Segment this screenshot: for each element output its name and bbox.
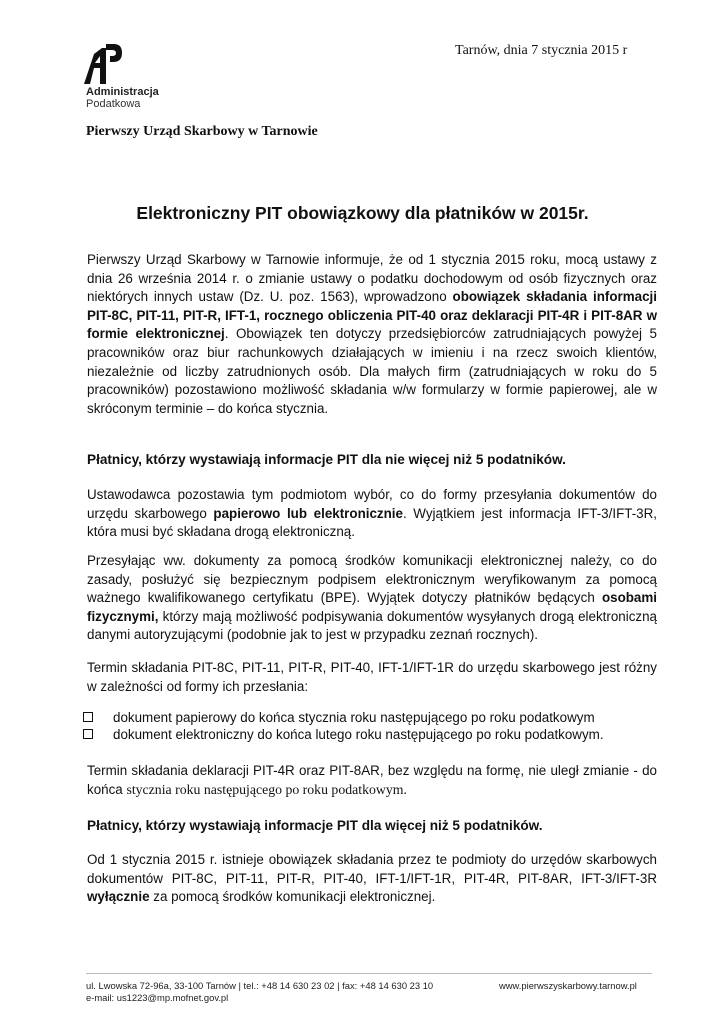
paragraph-deadline: Termin składania PIT-8C, PIT-11, PIT-R, PIT-40, IFT-1/IFT-1R do urzędu skarbowego jest różny w zależności od formy ich przesłania: (87, 660, 657, 694)
logo-text-administracja: Administracja (86, 86, 159, 98)
paragraph-signature: Przesyłając ww. dokumenty za pomocą środków komunikacji elektronicznej należy, co do zasady, posłużyć się bezpiecznym podpisem elektronicznym weryfikowanym za pomocą ważnego kwalifikowanego certyfikatu (BPE). Wyjątek dotyczy płatników będących osobami fizycznymi, którzy mają możliwość podpisywania dokumentów wysyłanych drogą elektroniczną danymi autoryzującymi (podobnie jak to jest w przypadku zeznań rocznych). (87, 553, 657, 643)
document-date: Tarnów, dnia 7 stycznia 2015 r (455, 43, 628, 58)
paragraph-intro: Pierwszy Urząd Skarbowy w Tarnowie informuje, że od 1 stycznia 2015 roku, mocą ustawy z dnia 26 września 2014 r. o zmianie ustawy o podatku dochodowym od osób fizycznych oraz niektórych innych ustaw (Dz. U. poz. 1563), wprowadzono obowiązek składania informacji PIT-8C, PIT-11, PIT-R, IFT-1, rocznego obliczenia PIT-40 oraz deklaracji PIT-4R i PIT-8AR w formie elektronicznej. Obowiązek ten dotyczy przedsiębiorców zatrudniających powyżej 5 pracowników oraz biur rachunkowych działających w imieniu i na rzecz swoich klientów, niezależnie od liczby zatrudnionych osób. Dla małych firm (zatrudniających w roku do 5 pracowników) pozostawiono możliwość składania w/w formularzy w formie papierowej, ale w skróconym terminie – do końca stycznia. (87, 252, 657, 416)
document-title: Elektroniczny PIT obowiązkowy dla płatników w 2015r. (136, 203, 589, 223)
office-name: Pierwszy Urząd Skarbowy w Tarnowie (86, 124, 318, 139)
footer-website-link[interactable]: www.pierwszyskarbowy.tarnow.pl (499, 980, 637, 991)
footer-address: ul. Lwowska 72-96a, 33-100 Tarnów | tel.: +48 14 630 23 02 | fax: +48 14 630 23 10 (86, 980, 434, 991)
section-heading-large-payers: Płatnicy, którzy wystawiają informacje PIT dla więcej niż 5 podatników. (87, 818, 543, 833)
checkbox-square-icon (83, 729, 93, 739)
section-heading-small-payers: Płatnicy, którzy wystawiają informacje PIT dla nie więcej niż 5 podatników. (87, 452, 566, 467)
bold-paper-or-electronic: papierowo lub elektronicznie (213, 505, 403, 521)
bold-natural-persons: osobami fizycznymi, (87, 590, 657, 624)
checkbox-square-icon (83, 712, 93, 722)
footer-email-link[interactable]: e-mail: us1223@mp.mofnet.gov.pl (86, 992, 229, 1003)
bold-obligation: obowiązek składania informacji PIT-8C, PIT-11, PIT-R, IFT-1, rocznego obliczenia PIT-40 oraz deklaracji PIT-4R i PIT-8AR w formie elektronicznej (87, 289, 657, 342)
bold-exclusively: wyłącznie (87, 889, 150, 905)
paragraph-choice: Ustawodawca pozostawia tym podmiotom wybór, co do formy przesyłania dokumentów do urzędu skarbowego papierowo lub elektronicznie. Wyjątkiem jest informacja IFT-3/IFT-3R, która musi być składana drogą elektroniczną. (87, 487, 657, 540)
list-item: dokument elektroniczny do końca lutego roku następującego po roku podatkowym. (83, 726, 683, 743)
list-item: dokument papierowy do końca stycznia roku następującego po roku podatkowym (83, 709, 683, 726)
logo-text-podatkowa: Podatkowa (86, 98, 141, 110)
paragraph-pit4r-deadline: Termin składania deklaracji PIT-4R oraz PIT-8AR, bez względu na formę, nie uległ zmianie - do końca stycznia roku następującego po roku podatkowym. (87, 763, 657, 797)
administracja-podatkowa-logo-icon (84, 42, 124, 86)
footer-divider (86, 973, 652, 974)
paragraph-electronic-only: Od 1 stycznia 2015 r. istnieje obowiązek składania przez te podmioty do urzędów skarbowych dokumentów PIT-8C, PIT-11, PIT-R, PIT-40, IFT-1/IFT-1R, PIT-4R, PIT-8AR, IFT-3/IFT-3R wyłącznie za pomocą środków komunikacji elektronicznej. (87, 852, 657, 905)
